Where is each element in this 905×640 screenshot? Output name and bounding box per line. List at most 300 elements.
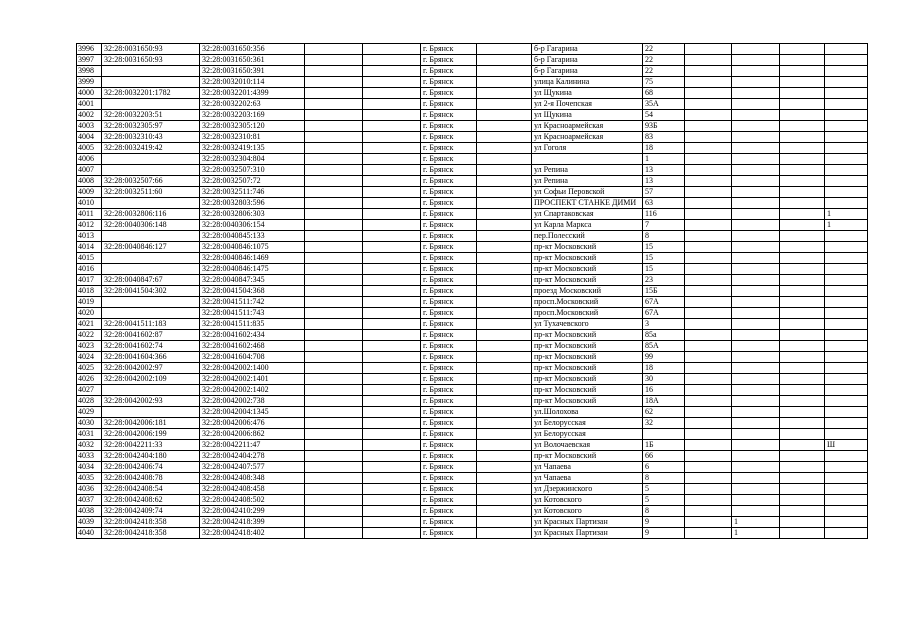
cell-cad_old: 32:28:0042418:358 (102, 517, 200, 528)
cell-street: ул Красноармейская (532, 132, 643, 143)
cell-house: 22 (643, 66, 685, 77)
cell-c5 (363, 396, 421, 407)
cell-cad_new: 32:28:0041511:743 (200, 308, 305, 319)
cell-c12 (780, 143, 825, 154)
cell-city: г. Брянск (421, 242, 477, 253)
table-row (77, 517, 868, 528)
cell-c12 (780, 451, 825, 462)
cell-c7 (477, 198, 532, 209)
cell-c4 (305, 66, 363, 77)
cell-c13 (825, 429, 868, 440)
cell-c4 (305, 264, 363, 275)
cell-c7 (477, 396, 532, 407)
cell-c12 (780, 198, 825, 209)
cell-cad_old (102, 165, 200, 176)
cell-c10 (685, 187, 732, 198)
cell-c11 (732, 198, 780, 209)
cell-c13 (825, 154, 868, 165)
cell-street: пер.Полесский (532, 231, 643, 242)
cell-num: 4015 (77, 253, 102, 264)
cell-house: 62 (643, 407, 685, 418)
cell-house: 68 (643, 88, 685, 99)
cell-c13 (825, 66, 868, 77)
table-row (77, 220, 868, 231)
cell-c12 (780, 308, 825, 319)
cell-c4 (305, 297, 363, 308)
cell-c11 (732, 275, 780, 286)
cell-c13 (825, 374, 868, 385)
cell-c13 (825, 77, 868, 88)
cell-city: г. Брянск (421, 407, 477, 418)
table-row (77, 154, 868, 165)
cell-cad_new: 32:28:0042418:402 (200, 528, 305, 539)
cell-c7 (477, 132, 532, 143)
cell-c7 (477, 99, 532, 110)
cell-num: 4024 (77, 352, 102, 363)
cell-c5 (363, 308, 421, 319)
cell-cad_new: 32:28:0032304:804 (200, 154, 305, 165)
cell-house: 18 (643, 143, 685, 154)
table-row (77, 209, 868, 220)
cell-cad_old: 32:28:0041604:366 (102, 352, 200, 363)
table-row (77, 176, 868, 187)
cell-city: г. Брянск (421, 517, 477, 528)
cell-c12 (780, 341, 825, 352)
cell-cad_old: 32:28:0032310:43 (102, 132, 200, 143)
cell-c11 (732, 165, 780, 176)
table-row (77, 374, 868, 385)
cell-num: 4016 (77, 264, 102, 275)
cell-cad_old: 32:28:0042002:97 (102, 363, 200, 374)
cell-c7 (477, 110, 532, 121)
cell-c5 (363, 209, 421, 220)
cell-cad_old: 32:28:0042409:74 (102, 506, 200, 517)
cell-c11 (732, 341, 780, 352)
cell-cad_old: 32:28:0042418:358 (102, 528, 200, 539)
cell-c4 (305, 363, 363, 374)
cell-street: ул Белорусская (532, 429, 643, 440)
cell-c10 (685, 330, 732, 341)
cell-cad_new: 32:28:0042408:502 (200, 495, 305, 506)
cell-house: 13 (643, 176, 685, 187)
cell-c10 (685, 429, 732, 440)
cell-c4 (305, 495, 363, 506)
cell-c7 (477, 77, 532, 88)
cell-c7 (477, 418, 532, 429)
cell-c12 (780, 231, 825, 242)
cell-cad_new: 32:28:0031650:391 (200, 66, 305, 77)
cell-cad_new: 32:28:0032202:63 (200, 99, 305, 110)
cell-c12 (780, 495, 825, 506)
cell-c4 (305, 396, 363, 407)
cell-c12 (780, 154, 825, 165)
cell-c7 (477, 286, 532, 297)
cell-c11 (732, 264, 780, 275)
cell-street: ул Спартаковская (532, 209, 643, 220)
cell-c13 (825, 44, 868, 55)
cell-c13 (825, 231, 868, 242)
table-row (77, 143, 868, 154)
table-row (77, 330, 868, 341)
cell-c7 (477, 517, 532, 528)
cell-city: г. Брянск (421, 484, 477, 495)
cell-c10 (685, 242, 732, 253)
cell-c4 (305, 352, 363, 363)
cell-c4 (305, 319, 363, 330)
cell-c10 (685, 462, 732, 473)
cell-c7 (477, 297, 532, 308)
cell-c12 (780, 176, 825, 187)
cell-c5 (363, 198, 421, 209)
cell-c12 (780, 374, 825, 385)
cell-c5 (363, 77, 421, 88)
cell-c5 (363, 143, 421, 154)
cell-c13 (825, 341, 868, 352)
cell-city: г. Брянск (421, 462, 477, 473)
cell-c4 (305, 209, 363, 220)
cell-house: 5 (643, 495, 685, 506)
cell-num: 4037 (77, 495, 102, 506)
cell-c13 (825, 121, 868, 132)
cell-c10 (685, 308, 732, 319)
cell-c13 (825, 308, 868, 319)
cell-c10 (685, 55, 732, 66)
cell-c11 (732, 506, 780, 517)
cell-c12 (780, 484, 825, 495)
cell-c4 (305, 385, 363, 396)
cell-c10 (685, 99, 732, 110)
cell-c12 (780, 132, 825, 143)
cell-house: 85а (643, 330, 685, 341)
cell-city: г. Брянск (421, 231, 477, 242)
cell-street: просп.Московский (532, 297, 643, 308)
cell-c12 (780, 99, 825, 110)
cell-c7 (477, 176, 532, 187)
cell-c10 (685, 528, 732, 539)
cell-c10 (685, 209, 732, 220)
cell-cad_old (102, 264, 200, 275)
cell-c5 (363, 473, 421, 484)
cell-c11 (732, 330, 780, 341)
cell-c5 (363, 495, 421, 506)
cell-cad_old: 32:28:0032511:60 (102, 187, 200, 198)
cell-num: 3996 (77, 44, 102, 55)
cell-c5 (363, 385, 421, 396)
cell-c12 (780, 66, 825, 77)
cell-cad_old (102, 308, 200, 319)
cell-c5 (363, 165, 421, 176)
cell-cad_new: 32:28:0040846:1475 (200, 264, 305, 275)
cell-city: г. Брянск (421, 363, 477, 374)
cell-street: ул Котовского (532, 495, 643, 506)
cell-street: ул Чапаева (532, 473, 643, 484)
cell-city: г. Брянск (421, 88, 477, 99)
cell-c13 (825, 495, 868, 506)
table-row (77, 264, 868, 275)
cell-c7 (477, 429, 532, 440)
cell-c11 (732, 385, 780, 396)
cell-cad_old (102, 198, 200, 209)
cell-c7 (477, 506, 532, 517)
cell-city: г. Брянск (421, 495, 477, 506)
cell-c7 (477, 352, 532, 363)
cell-c12 (780, 440, 825, 451)
table-row (77, 352, 868, 363)
cell-num: 4011 (77, 209, 102, 220)
cell-c5 (363, 220, 421, 231)
cell-c13 (825, 286, 868, 297)
cell-num: 4006 (77, 154, 102, 165)
cell-cad_old: 32:28:0042006:181 (102, 418, 200, 429)
cell-c5 (363, 154, 421, 165)
cell-street: пр-кт Московский (532, 374, 643, 385)
cell-c13 (825, 418, 868, 429)
cell-cad_new: 32:28:0032511:746 (200, 187, 305, 198)
cell-c5 (363, 484, 421, 495)
cell-house: 15Б (643, 286, 685, 297)
cell-cad_new: 32:28:0032310:81 (200, 132, 305, 143)
cell-street: проезд Московский (532, 286, 643, 297)
cell-c12 (780, 165, 825, 176)
cell-cad_old: 32:28:0032806:116 (102, 209, 200, 220)
cell-c10 (685, 77, 732, 88)
cell-c5 (363, 297, 421, 308)
cell-street: ул Чапаева (532, 462, 643, 473)
cell-street: ул Гоголя (532, 143, 643, 154)
cell-c12 (780, 264, 825, 275)
cell-num: 4036 (77, 484, 102, 495)
cell-cad_new: 32:28:0040846:1469 (200, 253, 305, 264)
cell-city: г. Брянск (421, 396, 477, 407)
cell-c12 (780, 473, 825, 484)
cell-cad_new: 32:28:0042407:577 (200, 462, 305, 473)
cell-c10 (685, 264, 732, 275)
cell-house: 3 (643, 319, 685, 330)
cell-c11 (732, 484, 780, 495)
cell-c13 (825, 297, 868, 308)
cell-c12 (780, 407, 825, 418)
cell-c12 (780, 121, 825, 132)
cell-c10 (685, 374, 732, 385)
cell-c7 (477, 462, 532, 473)
table-row (77, 363, 868, 374)
cell-street: пр-кт Московский (532, 363, 643, 374)
cell-house: 7 (643, 220, 685, 231)
cell-c4 (305, 77, 363, 88)
cell-house: 1Б (643, 440, 685, 451)
cell-c4 (305, 44, 363, 55)
cell-house: 32 (643, 418, 685, 429)
cell-num: 4014 (77, 242, 102, 253)
cell-c13 (825, 363, 868, 374)
cell-house: 57 (643, 187, 685, 198)
cell-c10 (685, 418, 732, 429)
cell-num: 4035 (77, 473, 102, 484)
cell-c13 (825, 330, 868, 341)
cell-street (532, 154, 643, 165)
cell-city: г. Брянск (421, 341, 477, 352)
cell-cad_old (102, 297, 200, 308)
cell-cad_old: 32:28:0042211:33 (102, 440, 200, 451)
cell-c4 (305, 440, 363, 451)
cell-c4 (305, 341, 363, 352)
cell-c7 (477, 253, 532, 264)
cell-street: ул Котовского (532, 506, 643, 517)
cell-cad_old: 32:28:0040847:67 (102, 275, 200, 286)
cell-num: 4009 (77, 187, 102, 198)
cell-c5 (363, 363, 421, 374)
cell-city: г. Брянск (421, 154, 477, 165)
cell-cad_old: 32:28:0041511:183 (102, 319, 200, 330)
cell-c13 (825, 462, 868, 473)
cell-city: г. Брянск (421, 198, 477, 209)
cell-cad_old: 32:28:0042404:180 (102, 451, 200, 462)
cell-city: г. Брянск (421, 451, 477, 462)
cell-house: 67А (643, 297, 685, 308)
table-row (77, 418, 868, 429)
cell-c5 (363, 121, 421, 132)
cell-house: 30 (643, 374, 685, 385)
cell-c12 (780, 253, 825, 264)
table-row (77, 253, 868, 264)
cell-c4 (305, 88, 363, 99)
cell-c7 (477, 385, 532, 396)
cell-c10 (685, 517, 732, 528)
cell-street: ул Белорусская (532, 418, 643, 429)
cell-c13 (825, 528, 868, 539)
table-row (77, 77, 868, 88)
cell-c7 (477, 209, 532, 220)
table-row (77, 473, 868, 484)
table-row (77, 88, 868, 99)
cell-c11 (732, 429, 780, 440)
cell-c11 (732, 286, 780, 297)
cell-c4 (305, 165, 363, 176)
cell-cad_old (102, 385, 200, 396)
cell-street: б-р Гагарина (532, 66, 643, 77)
cell-cad_new: 32:28:0032803:596 (200, 198, 305, 209)
cell-c5 (363, 176, 421, 187)
cell-cad_old: 32:28:0041602:87 (102, 330, 200, 341)
cell-house: 16 (643, 385, 685, 396)
cell-city: г. Брянск (421, 418, 477, 429)
cell-c7 (477, 275, 532, 286)
cell-c13 (825, 88, 868, 99)
table-row (77, 407, 868, 418)
cell-c5 (363, 275, 421, 286)
cell-c7 (477, 319, 532, 330)
cell-c5 (363, 231, 421, 242)
cell-cad_new: 32:28:0042006:862 (200, 429, 305, 440)
cell-num: 4033 (77, 451, 102, 462)
cell-cad_new: 32:28:0042404:278 (200, 451, 305, 462)
cell-city: г. Брянск (421, 143, 477, 154)
cell-cad_old: 32:28:0041504:302 (102, 286, 200, 297)
cell-c10 (685, 473, 732, 484)
cell-c7 (477, 528, 532, 539)
cell-c4 (305, 374, 363, 385)
cell-c4 (305, 253, 363, 264)
cell-c12 (780, 286, 825, 297)
cell-cad_new: 32:28:0040306:154 (200, 220, 305, 231)
cell-c4 (305, 506, 363, 517)
cell-city: г. Брянск (421, 165, 477, 176)
cell-city: г. Брянск (421, 99, 477, 110)
cell-street: ул Репина (532, 176, 643, 187)
cell-city: г. Брянск (421, 176, 477, 187)
cell-c13 (825, 55, 868, 66)
cell-street: пр-кт Московский (532, 451, 643, 462)
cell-city: г. Брянск (421, 264, 477, 275)
cell-cad_old (102, 231, 200, 242)
cell-c4 (305, 110, 363, 121)
cell-c7 (477, 66, 532, 77)
cell-c12 (780, 275, 825, 286)
cell-c11 (732, 143, 780, 154)
cell-cad_old: 32:28:0032201:1782 (102, 88, 200, 99)
table-row (77, 451, 868, 462)
cell-c4 (305, 330, 363, 341)
cell-c13 (825, 187, 868, 198)
cell-c10 (685, 253, 732, 264)
cell-c5 (363, 462, 421, 473)
cell-c4 (305, 220, 363, 231)
cell-c4 (305, 275, 363, 286)
cell-cad_old: 32:28:0041602:74 (102, 341, 200, 352)
table-row (77, 44, 868, 55)
cell-cad_new: 32:28:0032203:169 (200, 110, 305, 121)
cell-c5 (363, 66, 421, 77)
spreadsheet-page (76, 43, 868, 539)
cell-c5 (363, 55, 421, 66)
cell-house: 6 (643, 462, 685, 473)
cell-c7 (477, 220, 532, 231)
table-row (77, 528, 868, 539)
cell-num: 3997 (77, 55, 102, 66)
cell-c13 (825, 99, 868, 110)
cell-c11 (732, 374, 780, 385)
cell-num: 4004 (77, 132, 102, 143)
cell-cad_new: 32:28:0042006:476 (200, 418, 305, 429)
cell-c4 (305, 429, 363, 440)
cell-num: 4007 (77, 165, 102, 176)
cell-house: 8 (643, 506, 685, 517)
table-row (77, 440, 868, 451)
cell-street: пр-кт Московский (532, 341, 643, 352)
cell-c7 (477, 143, 532, 154)
cell-c11 (732, 407, 780, 418)
cell-c11 (732, 308, 780, 319)
cell-city: г. Брянск (421, 440, 477, 451)
cell-c4 (305, 99, 363, 110)
cell-house: 35А (643, 99, 685, 110)
table-row (77, 308, 868, 319)
cell-city: г. Брянск (421, 429, 477, 440)
cell-c10 (685, 88, 732, 99)
cell-num: 4000 (77, 88, 102, 99)
cell-c13 (825, 484, 868, 495)
cell-c11 (732, 451, 780, 462)
cell-num: 4020 (77, 308, 102, 319)
cell-c10 (685, 495, 732, 506)
cell-c5 (363, 264, 421, 275)
cell-c10 (685, 385, 732, 396)
cell-num: 4022 (77, 330, 102, 341)
table-row (77, 132, 868, 143)
cell-cad_old (102, 253, 200, 264)
cell-city: г. Брянск (421, 132, 477, 143)
cell-c12 (780, 385, 825, 396)
